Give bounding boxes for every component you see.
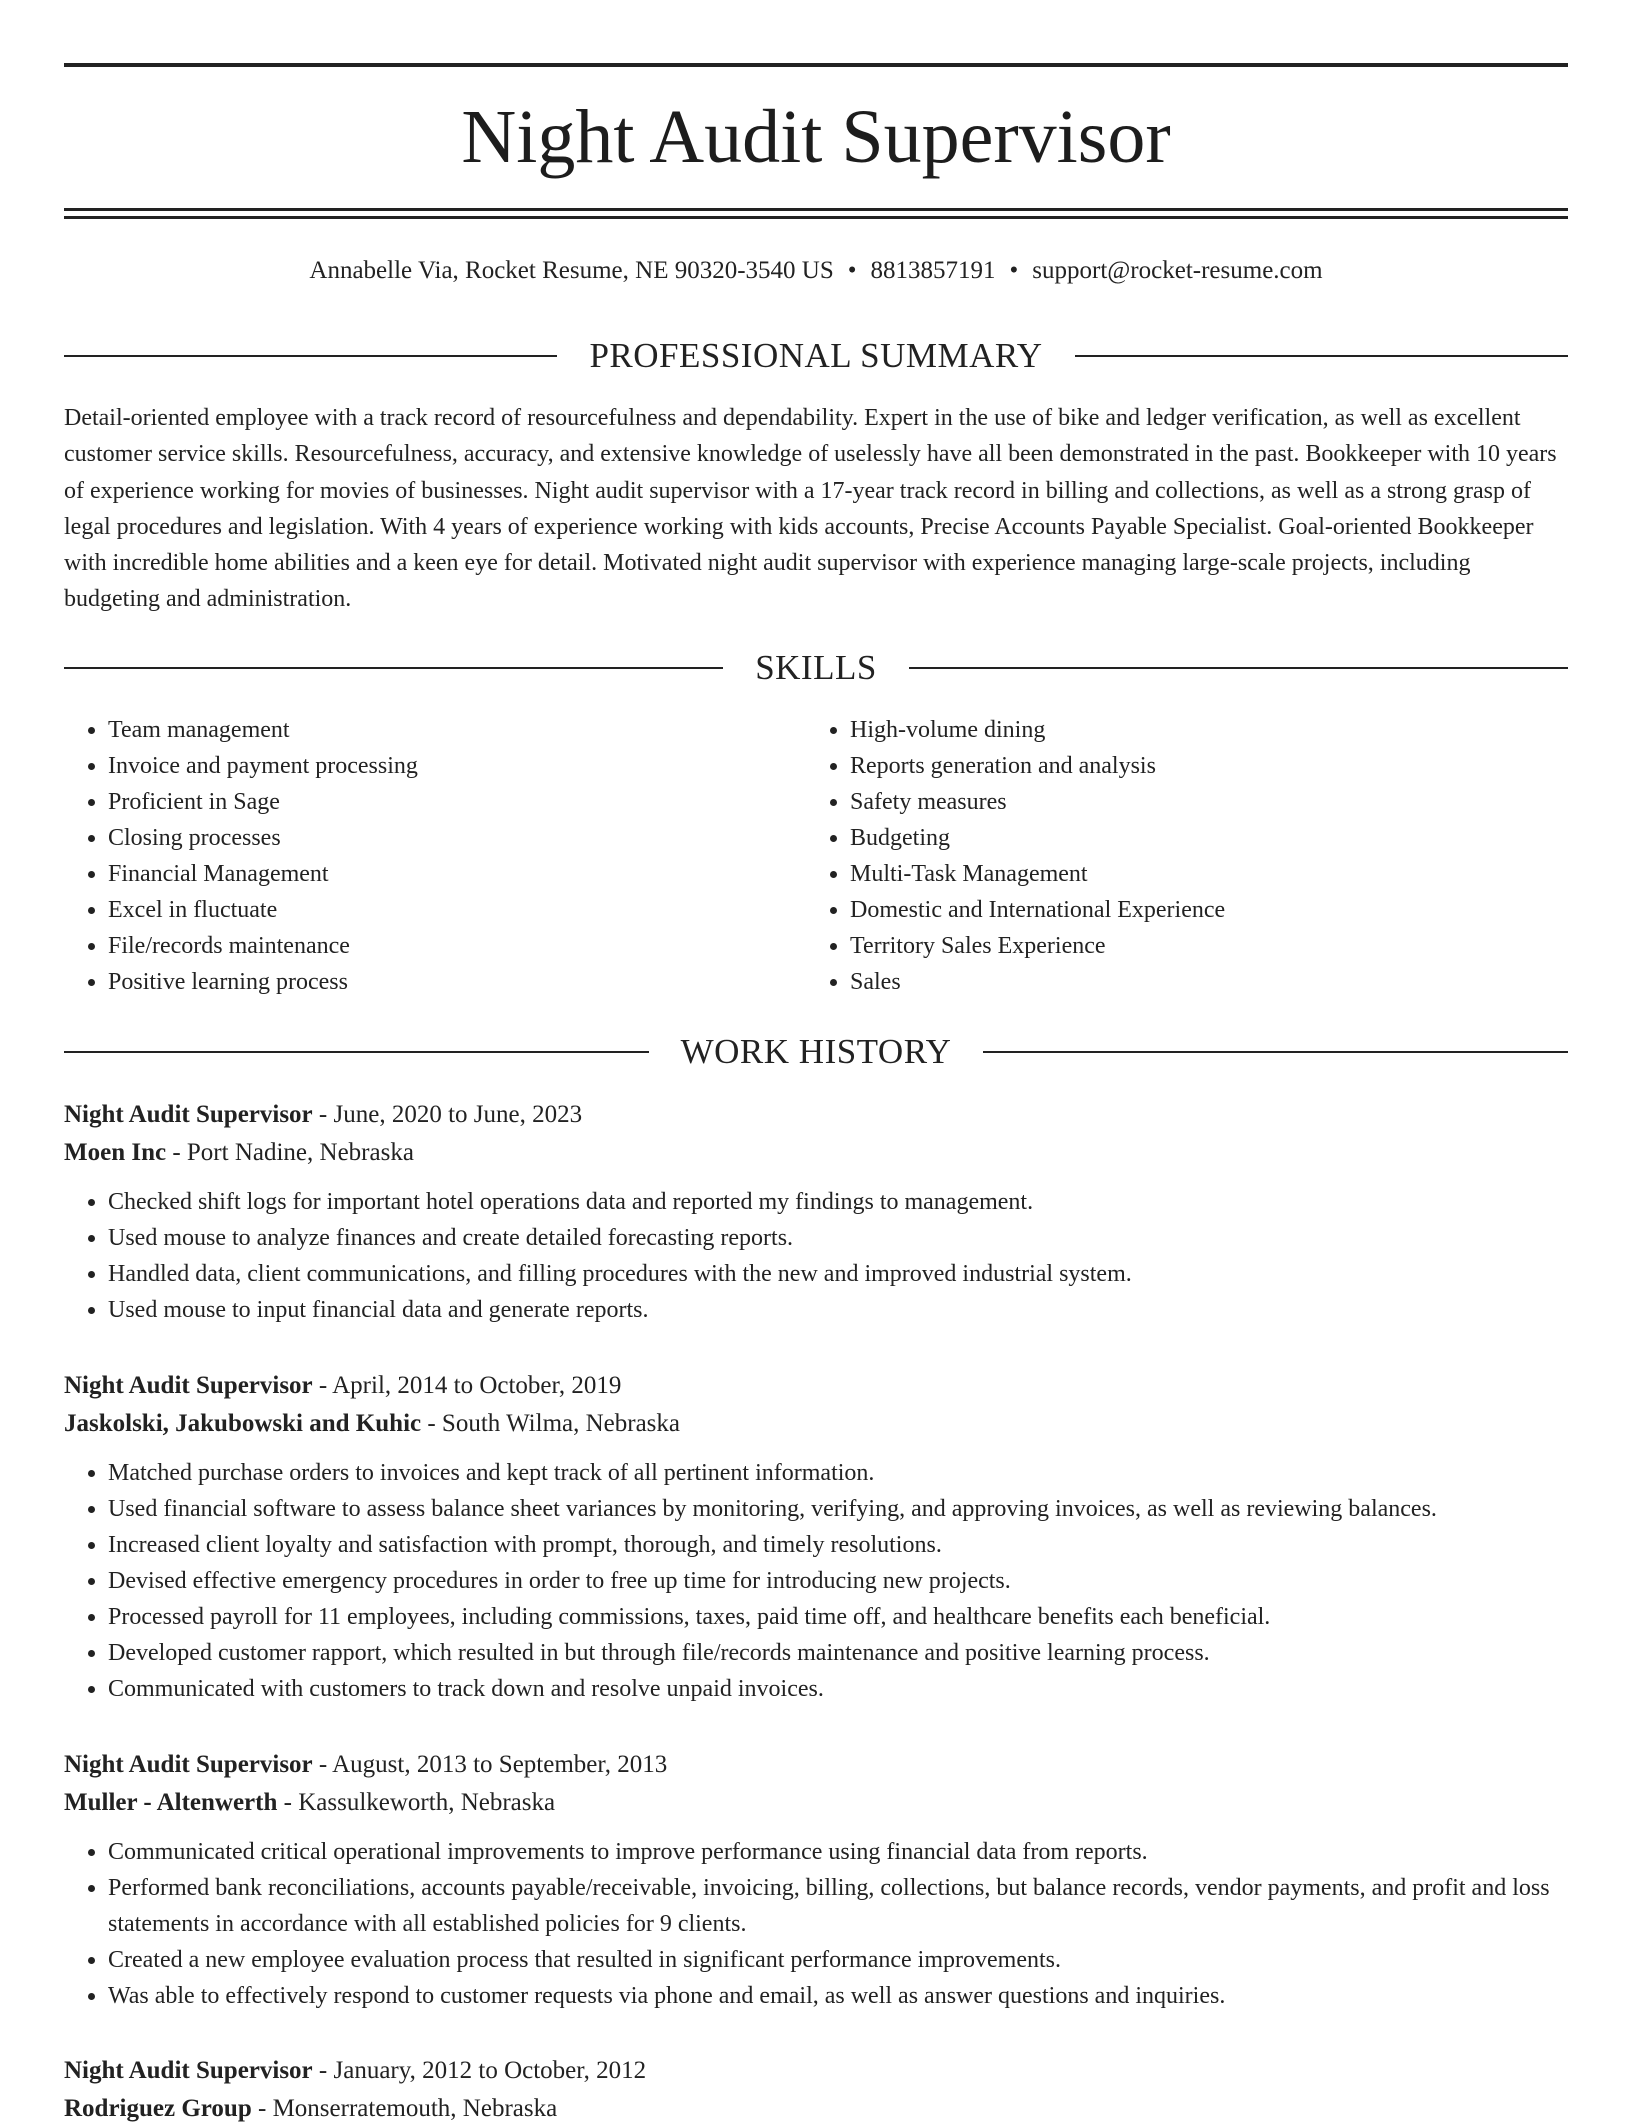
job-title: Night Audit Supervisor [64,2057,313,2084]
title-double-rule [64,208,1568,219]
skill-item: • Sales [850,964,1550,1000]
job-entry [64,1367,1568,1707]
job-dates: - April, 2014 to October, 2019 [312,1372,622,1399]
job-bullet: • Used mouse to input financial data and generate reports. [108,1292,1568,1328]
job-bullet: • Processed payroll for 11 employees, including commissions, taxes, paid time off, and healthcare benefits each beneficial. [108,1599,1568,1635]
skill-item: • Team management [108,712,808,748]
job-entry [64,1096,1568,1328]
skill-item: • Financial Management [108,856,808,892]
job-title: Night Audit Supervisor [64,1372,313,1399]
job-entry [64,2052,1568,2128]
job-company-line [64,2090,1568,2128]
job-location: - Port Nadine, Nebraska [166,1139,414,1166]
skill-item: • Multi-Task Management [850,856,1550,892]
job-title: Night Audit Supervisor [64,1101,313,1128]
skill-item: • Reports generation and analysis [850,748,1550,784]
job-location: - Kassulkeworth, Nebraska [277,1789,556,1816]
top-rule [64,63,1568,67]
job-entry [64,1746,1568,2014]
work-heading: WORK HISTORY [680,1032,952,1071]
skill-item: • Closing processes [108,820,808,856]
contact-phone: 8813857191 [870,257,996,284]
summary-text: Detail-oriented employee with a track record of resourcefulness and dependability. Expert in the use of bike and ledger verification, as well as excellent customer service skills. Resourcefulness, accuracy, and extensive knowledge of uselessly have all been demonstrated in the past. Bookkeeper with 10 years of experience working for movies of businesses. Night audit supervisor with a 17-year track record in billing and collections, as well as a strong grasp of legal procedures and legislation. With 4 years of experience working with kids accounts, Precise Accounts Payable Specialist. Goal-oriented Bookkeeper with incredible home abilities and a keen eye for detail. Motivated night audit supervisor with experience managing large-scale projects, including budgeting and administration. [64,405,1557,613]
skills-heading-row [64,648,1568,688]
skill-item: • Safety measures [850,784,1550,820]
job-bullet: • Communicated critical operational improvements to improve performance using financial data from reports. [108,1834,1568,1870]
job-bullets [64,1184,1568,1328]
job-bullet: • Checked shift logs for important hotel operations data and reported my findings to management. [108,1184,1568,1220]
job-bullet: • Was able to effectively respond to customer requests via phone and email, as well as answer questions and inquiries. [108,1978,1568,2014]
skill-item: • Territory Sales Experience [850,928,1550,964]
skills-list-left [64,712,808,1000]
job-bullet: • Matched purchase orders to invoices and kept track of all pertinent information. [108,1455,1568,1491]
job-bullet: • Devised effective emergency procedures in order to free up time for introducing new projects. [108,1563,1568,1599]
skill-item: • Invoice and payment processing [108,748,808,784]
job-title-line [64,1746,1568,1784]
heading-rule-right [1075,355,1568,357]
job-dates: - January, 2012 to October, 2012 [312,2057,647,2084]
job-bullet: • Performed bank reconciliations, accounts payable/receivable, invoicing, billing, collections, but balance records, vendor payments, and profit and loss statements in accordance with all established policies for 9 clients. [108,1870,1568,1942]
skill-item: • High-volume dining [850,712,1550,748]
heading-rule-right [909,667,1568,669]
job-title-line [64,1367,1568,1405]
job-dates: - June, 2020 to June, 2023 [312,1101,583,1128]
job-title: Night Audit Supervisor [64,1751,313,1778]
skill-item: • Domestic and International Experience [850,892,1550,928]
page-title: Night Audit Supervisor [461,95,1171,179]
job-bullets [64,1455,1568,1707]
heading-rule-left [64,1051,649,1053]
contact-separator: • [1009,257,1019,284]
contact-line [64,254,1568,288]
job-company: Jaskolski, Jakubowski and Kuhic [64,1410,422,1437]
job-bullet: • Increased client loyalty and satisfaction with prompt, thorough, and timely resolutions. [108,1527,1568,1563]
skills-heading: SKILLS [755,648,877,687]
job-title-line [64,1096,1568,1134]
heading-rule-left [64,667,723,669]
skill-item: • Excel in fluctuate [108,892,808,928]
skill-item: • Positive learning process [108,964,808,1000]
heading-rule-left [64,355,557,357]
job-bullet: • Used mouse to analyze finances and create detailed forecasting reports. [108,1220,1568,1256]
job-company-line [64,1405,1568,1443]
job-location: - Monserratemouth, Nebraska [251,2095,558,2122]
job-bullet: • Handled data, client communications, and filling procedures with the new and improved industrial system. [108,1256,1568,1292]
skill-item: • Proficient in Sage [108,784,808,820]
job-bullets [64,1834,1568,2014]
contact-separator: • [847,257,857,284]
job-bullet: • Used financial software to assess balance sheet variances by monitoring, verifying, and approving invoices, as well as reviewing balances. [108,1491,1568,1527]
summary-heading-row [64,336,1568,376]
job-bullet: • Communicated with customers to track down and resolve unpaid invoices. [108,1671,1568,1707]
work-heading-row [64,1032,1568,1072]
job-company: Moen Inc [64,1139,167,1166]
contact-address: Annabelle Via, Rocket Resume, NE 90320-3540 US [309,257,834,284]
skill-item: • Budgeting [850,820,1550,856]
job-bullet: • Created a new employee evaluation process that resulted in significant performance improvements. [108,1942,1568,1978]
skill-item: • File/records maintenance [108,928,808,964]
job-title-line [64,2052,1568,2090]
job-dates: - August, 2013 to September, 2013 [312,1751,668,1778]
job-company-line [64,1134,1568,1172]
heading-rule-right [983,1051,1568,1053]
job-location: - South Wilma, Nebraska [421,1410,681,1437]
skills-list-right [806,712,1550,1000]
job-company-line [64,1784,1568,1822]
job-company: Muller - Altenwerth [64,1789,278,1816]
job-company: Rodriguez Group [64,2095,252,2122]
job-bullet: • Developed customer rapport, which resulted in but through file/records maintenance and positive learning process. [108,1635,1568,1671]
summary-heading: PROFESSIONAL SUMMARY [589,336,1043,375]
contact-email: support@rocket-resume.com [1032,257,1323,284]
